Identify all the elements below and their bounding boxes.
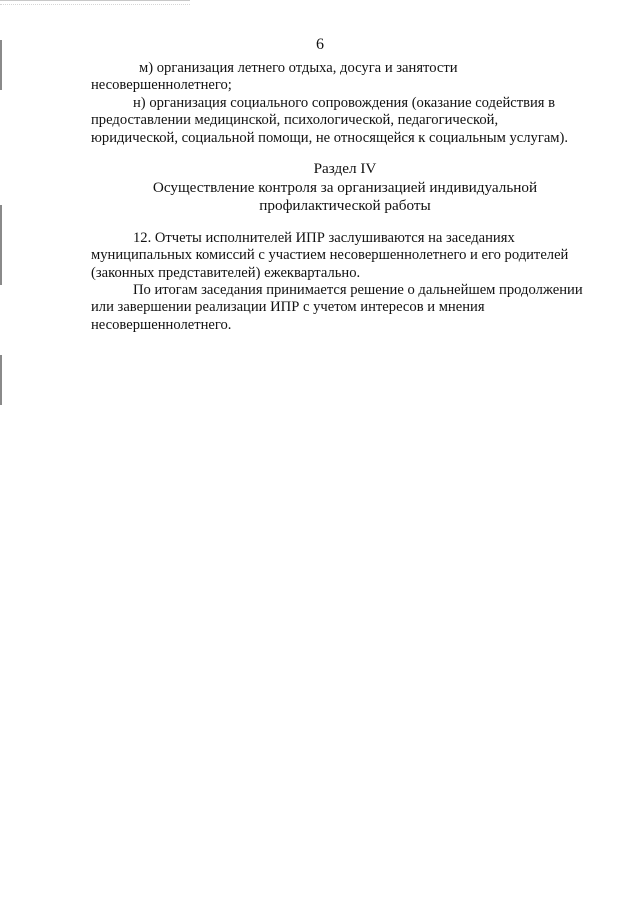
- section-subtitle-line2: профилактической работы: [259, 197, 431, 214]
- list-item-m: [91, 60, 601, 95]
- scan-margin-mark: [0, 355, 2, 405]
- paragraph-results-line2: или завершении реализации ИПР с учетом интересов и мнения: [91, 299, 485, 316]
- paragraph-results-line3: несовершеннолетнего.: [91, 316, 232, 333]
- list-item-n-line2: предоставлении медицинской, психологической, педагогической,: [91, 112, 499, 129]
- scan-edge-artifact: [0, 0, 190, 5]
- paragraph-12: [91, 230, 601, 282]
- list-item-m-line1: м) организация летнего отдыха, досуга и занятости: [139, 60, 458, 76]
- list-item-n-line1: н) организация социального сопровождения (оказание содействия в: [133, 95, 556, 111]
- paragraph-results-line1: По итогам заседания принимается решение о дальнейшем продолжении: [133, 282, 583, 298]
- page-number: 6: [316, 36, 324, 53]
- paragraph-12-line2: муниципальных комиссий с участием несовершеннолетнего и его родителей: [91, 247, 569, 264]
- paragraph-12-line3: (законных представителей) ежеквартально.: [91, 264, 361, 281]
- list-item-m-line2: несовершеннолетнего;: [91, 77, 232, 94]
- list-item-n-line3: юридической, социальной помощи, не относящейся к социальным услугам).: [91, 129, 569, 146]
- list-item-n: [91, 95, 601, 147]
- section-title: Раздел IV: [313, 160, 377, 177]
- scan-margin-mark: [0, 205, 2, 285]
- paragraph-results: [91, 282, 601, 334]
- paragraph-12-line1: 12. Отчеты исполнителей ИПР заслушиваются на заседаниях: [133, 230, 515, 246]
- section-subtitle-line1: Осуществление контроля за организацией индивидуальной: [152, 179, 538, 196]
